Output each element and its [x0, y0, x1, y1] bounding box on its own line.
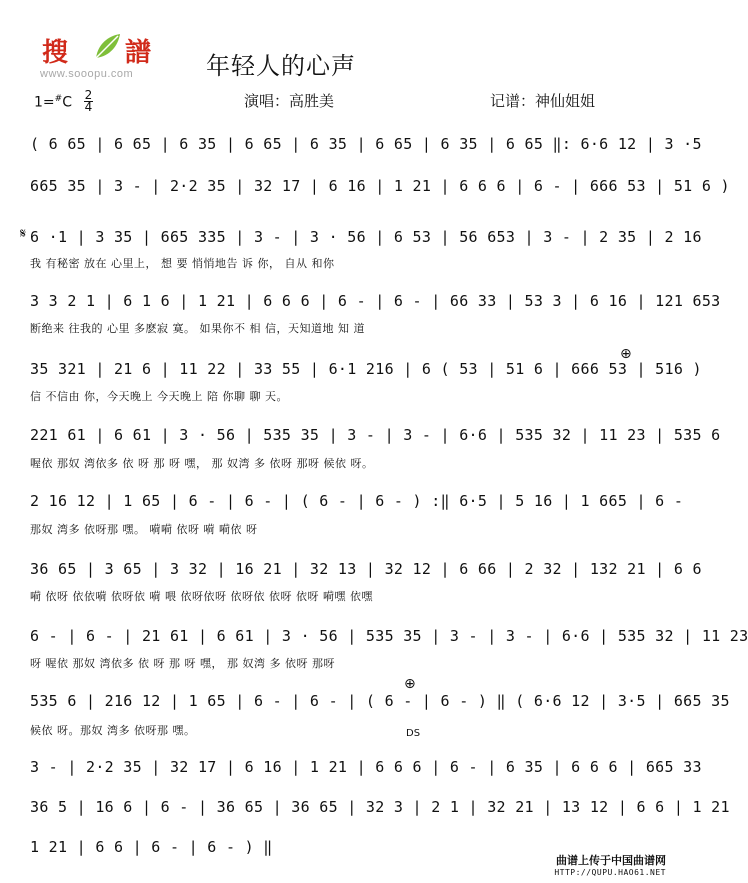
lyric-row-10: 候依 呀。那奴 湾多 依呀那 嘿。 [30, 724, 196, 737]
notation-row-4: 3 3 2 1 | 6 1 6 | 1 21 | 6 6 6 | 6 - | 6 - | 66 33 | 53 3 | 6 16 | 121 653 [30, 292, 721, 310]
lyric-row-3: 我 有秘密 放在 心里上， 想 要 悄悄地告 诉 你， 自从 和你 [30, 257, 335, 270]
notation-row-7: 2 16 12 | 1 65 | 6 - | 6 - | ( 6 - | 6 - ) :‖ 6·5 | 5 16 | 1 665 | 6 - [30, 492, 684, 510]
notation-row-3: 6 ·1 | 3 35 | 665 335 | 3 - | 3 · 56 | 6 53 | 56 653 | 3 - | 2 35 | 2 16 [30, 228, 702, 246]
key-signature [34, 94, 72, 111]
leaf-icon [92, 32, 122, 62]
transcriber-credit: 记谱：神仙姐姐 [490, 92, 596, 110]
site-logo [40, 30, 170, 86]
footer-line-1: 曲谱上传于中国曲谱网 [556, 854, 666, 867]
lyric-row-7: 那奴 湾多 依呀那 嘿。 嗬嗬 依呀 嗬 嗬依 呀 [30, 523, 258, 536]
lyric-row-8: 嗬 依呀 依依嗬 依呀依 嗬 喂 依呀依呀 依呀依 依呀 依呀 嗬嘿 依嘿 [30, 590, 373, 603]
lyric-row-5: 信 不信由 你，今天晚上 今天晚上 陪 你聊 聊 天。 [30, 390, 288, 403]
notation-row-12: 36 5 | 16 6 | 6 - | 36 65 | 36 65 | 32 3 | 2 1 | 32 21 | 13 12 | 6 6 | 1 21 [30, 798, 730, 816]
lyric-row-4: 断绝来 往我的 心里 多麽寂 寞。 如果你不 相 信，天知道地 知 道 [30, 322, 365, 335]
sharp-sign: # [54, 94, 63, 104]
time-sig-top: 2 [84, 88, 93, 102]
key-prefix: 1= [34, 94, 55, 111]
lyric-row-9: 呀 喔依 那奴 湾依多 依 呀 那 呀 嘿， 那 奴湾 多 依呀 那呀 [30, 657, 335, 670]
notation-row-5: 35 321 | 21 6 | 11 22 | 33 55 | 6·1 216 | 6 ( 53 | 51 6 | 666 53 | 516 ) [30, 360, 702, 378]
logo-text-1: 搜 [42, 38, 70, 68]
song-title: 年轻人的心声 [206, 52, 356, 80]
logo-text-2: 譜 [125, 38, 152, 68]
footer-line-2: HTTP://QUPU.HAO61.NET [554, 868, 666, 877]
notation-row-6: 221 61 | 6 61 | 3 · 56 | 535 35 | 3 - | 3 - | 6·6 | 535 32 | 11 23 | 535 6 [30, 426, 721, 444]
notation-row-11: 3 - | 2·2 35 | 32 17 | 6 16 | 1 21 | 6 6 6 | 6 - | 6 35 | 6 6 6 | 665 33 [30, 758, 702, 776]
footer-credit [554, 852, 666, 877]
notation-row-8: 36 65 | 3 65 | 3 32 | 16 21 | 32 13 | 32 12 | 6 66 | 2 32 | 132 21 | 6 6 [30, 560, 702, 578]
time-signature [84, 90, 93, 113]
notation-row-13: 1 21 | 6 6 | 6 - | 6 - ) ‖ [30, 838, 273, 856]
coda-sign: ⊕ [620, 346, 632, 362]
notation-row-10: 535 6 | 216 12 | 1 65 | 6 - | 6 - | ( 6 - | 6 - ) ‖ ( 6·6 12 | 3·5 | 665 35 [30, 692, 730, 710]
lyric-row-6: 喔依 那奴 湾依多 依 呀 那 呀 嘿， 那 奴湾 多 依呀 那呀 候依 呀。 [30, 457, 374, 470]
ds-mark: DS [406, 728, 421, 739]
coda-sign-2: ⊕ [404, 676, 416, 692]
key-note: C [62, 94, 72, 111]
singer-credit: 演唱：高胜美 [244, 92, 335, 110]
site-url: www.sooopu.com [40, 68, 134, 80]
segno-sign: 𝄋 [20, 226, 27, 242]
notation-row-2: 665 35 | 3 - | 2·2 35 | 32 17 | 6 16 | 1 21 | 6 6 6 | 6 - | 666 53 | 51 6 ) [30, 177, 730, 195]
notation-row-1: ( 6 65 | 6 65 | 6 35 | 6 65 | 6 35 | 6 65 | 6 35 | 6 65 ‖: 6·6 12 | 3 ·5 [30, 135, 702, 153]
notation-row-9: 6 - | 6 - | 21 61 | 6 61 | 3 · 56 | 535 35 | 3 - | 3 - | 6·6 | 535 32 | 11 23 [30, 627, 748, 645]
time-sig-bottom: 4 [84, 100, 93, 114]
